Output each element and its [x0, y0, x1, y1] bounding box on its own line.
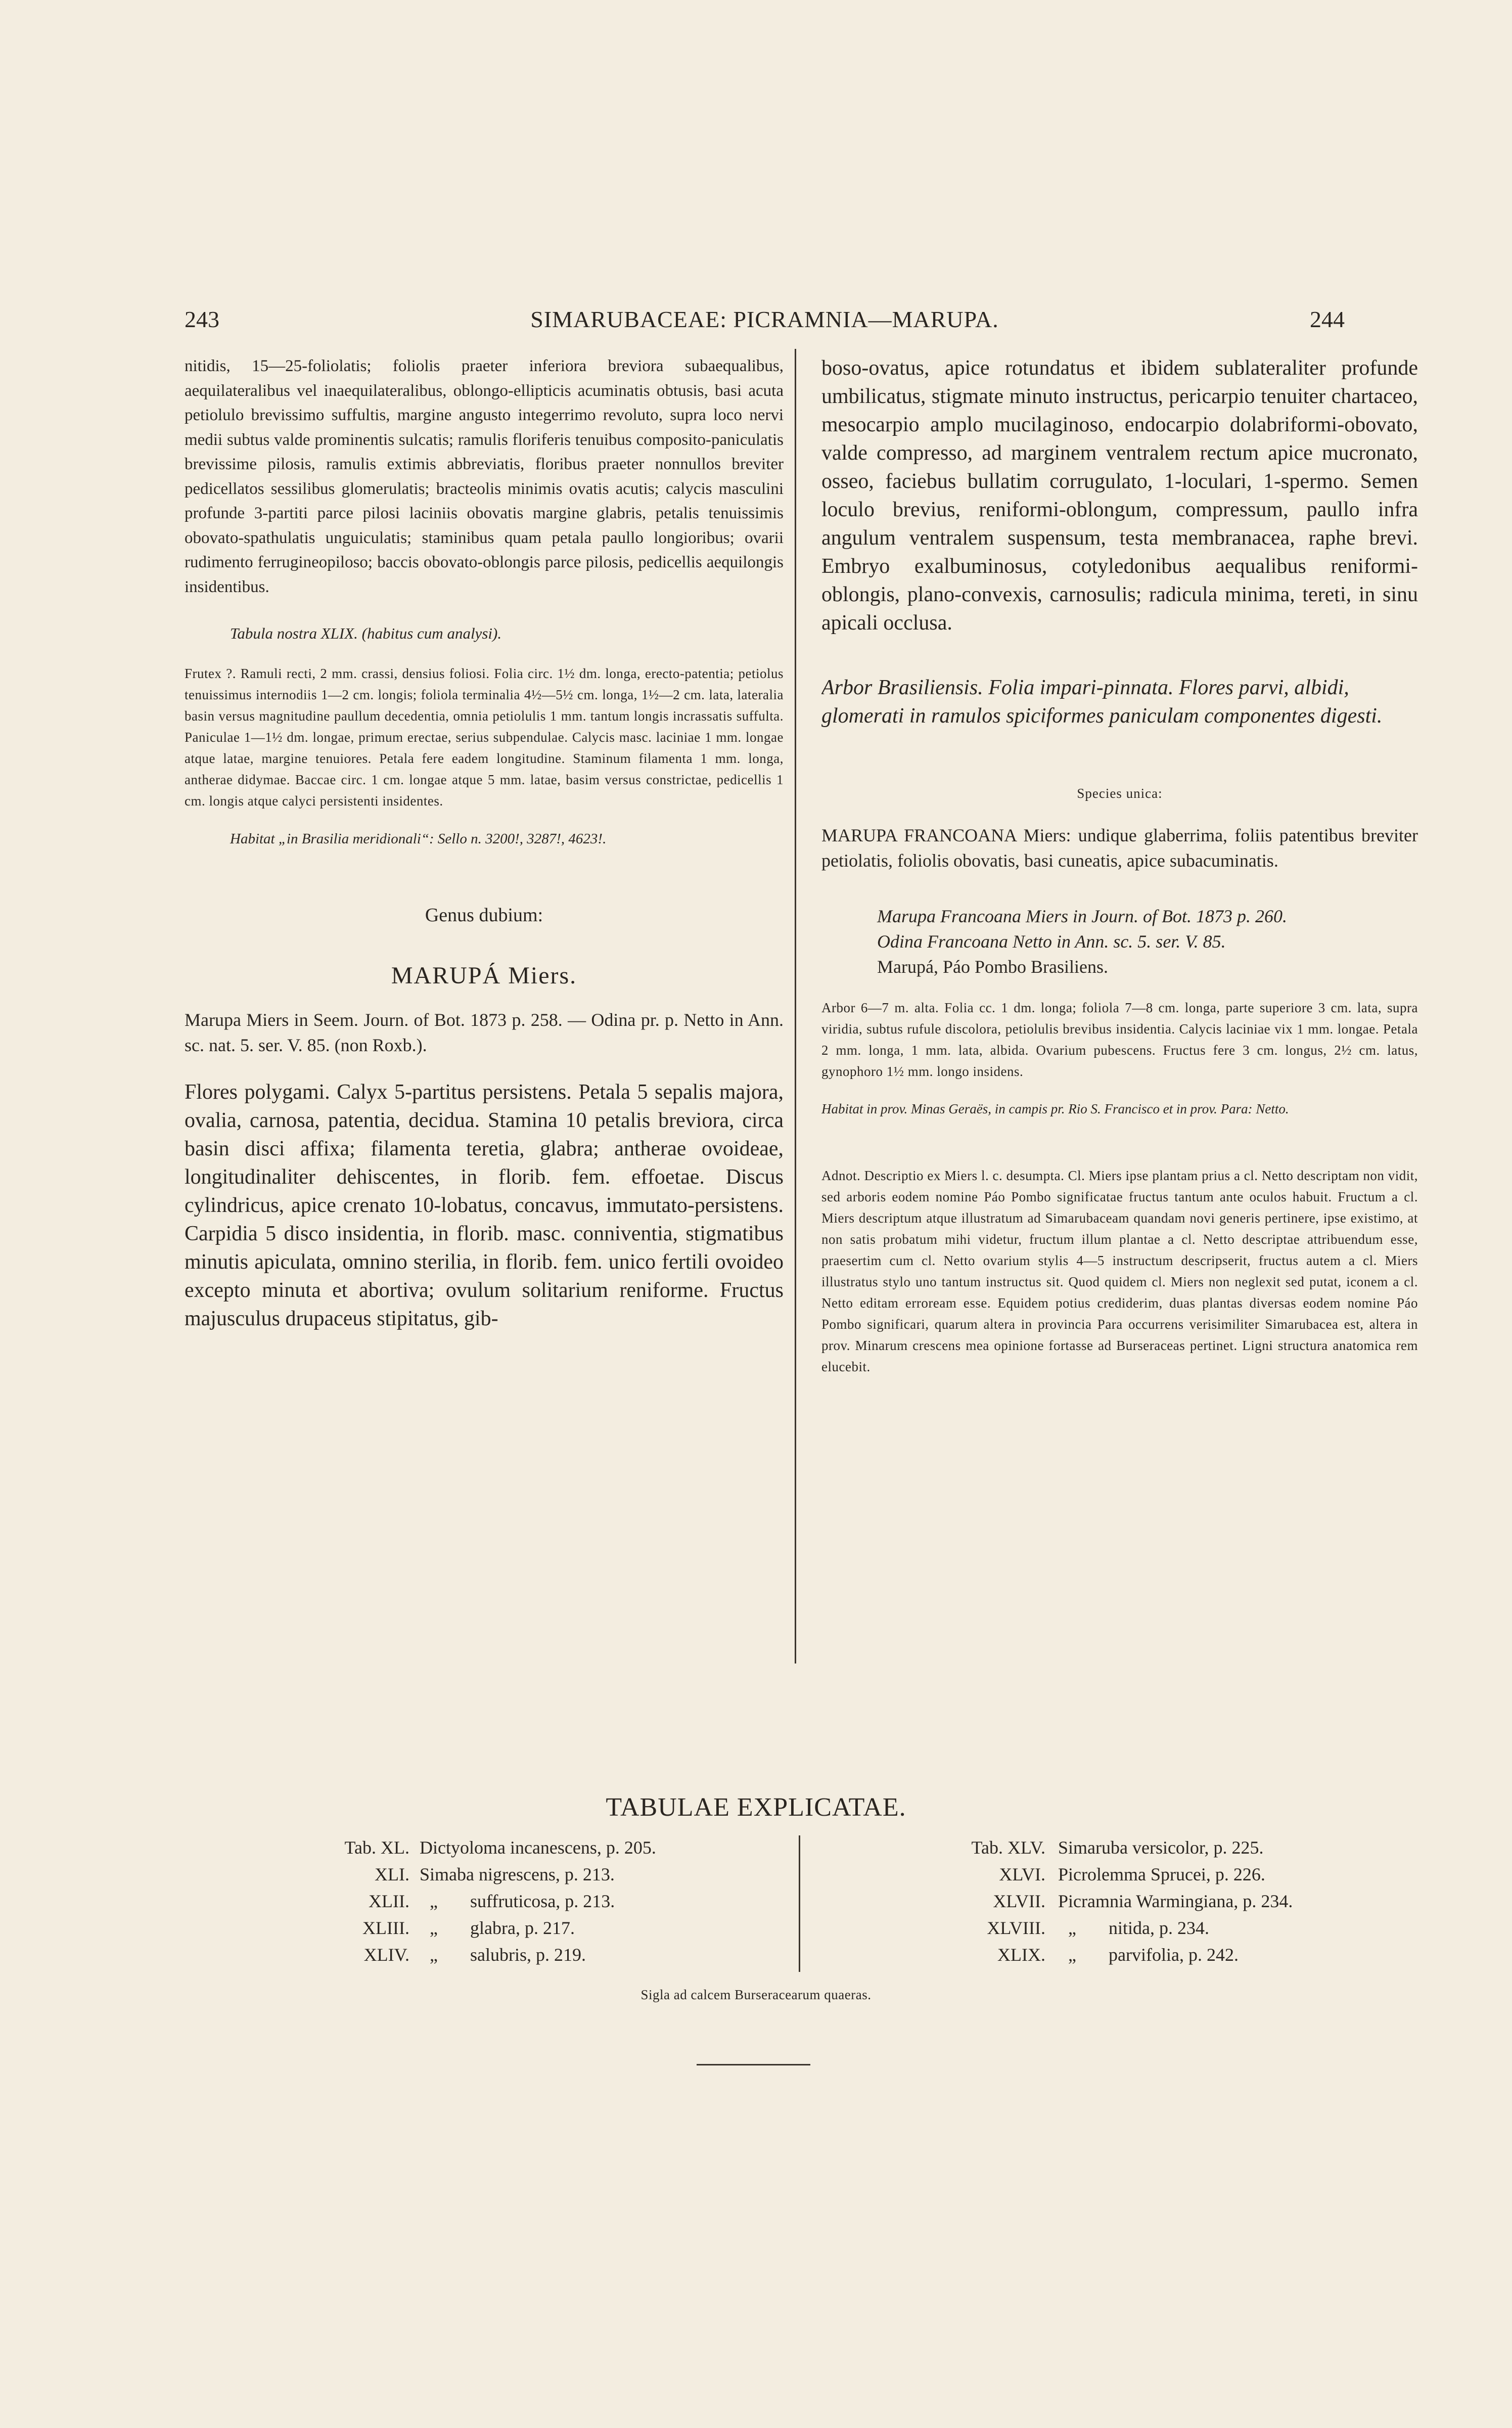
closing-rule [697, 2064, 810, 2065]
genus-name-heading: MARUPÁ Miers. [391, 962, 577, 989]
genus-synonymy: Marupa Miers in Seem. Journ. of Bot. 1873 p. 258. — Odina pr. p. Netto in Ann. sc. nat. 5. ser. V. 85. (non Roxb.). [185, 1010, 784, 1055]
genus-description: Flores polygami. Calyx 5-partitus persistens. Petala 5 sepalis majora, ovalia, carnosa, patentia, decidua. Stamina 10 petalis breviora, circa basin disci affixa; filamenta teretia, glabra; antherae ovoideae, longitudinaliter dehiscentes, in florib. fem. effoetae. Discus cylindricus, apice crenato 10-lobatus, concavus, immutato-persistens. Carpidia 5 disco insidentia, in florib. masc. conniventia, stigmatibus minutis apiculata, omnino sterilia, in florib. fem. unico fertili ovoideo excepto minuta et abortiva; ovulum solitarium reniforme. Fructus majusculus drupaceus stipitatus, gib- [185, 1081, 784, 1330]
right-column [821, 354, 1418, 1377]
tabula-text: parvifolia, p. 242. [1109, 1945, 1239, 1965]
tabulae-list-right [823, 1834, 1419, 1968]
tabula-text: salubris, p. 219. [470, 1945, 586, 1965]
ditto-mark: „ [1068, 1918, 1076, 1938]
species-diagnosis: MARUPA FRANCOANA Miers: undique glaberrima, foliis patentibus breviter petiolatis, foliolis obovatis, basi cuneatis, apice subacuminatis. [821, 825, 1418, 871]
column-divider [795, 349, 796, 1663]
tabulae-divider [799, 1835, 800, 1972]
tabula-row [185, 1861, 784, 1888]
tabula-number: XLI. [375, 1864, 409, 1884]
tabulae-heading: TABULAE EXPLICATAE. [606, 1793, 906, 1822]
ditto-mark: „ [430, 1945, 438, 1965]
tabula-number: XLVI. [999, 1864, 1045, 1884]
reference-line: Odina Francoana Netto in Ann. sc. 5. ser. V. 85. [877, 931, 1226, 952]
tabula-number: XLVIII. [987, 1918, 1045, 1938]
tabula-text: Picramnia Warmingiana, p. 234. [1058, 1891, 1293, 1911]
habitat-note: Habitat „in Brasilia meridionali“: Sello n. 3200!, 3287!, 4623!. [230, 831, 607, 847]
tabula-text: Picrolemma Sprucei, p. 226. [1058, 1864, 1265, 1884]
habitat-note-right: Habitat in prov. Minas Geraës, in campis pr. Rio S. Francisco et in prov. Para: Netto. [821, 1101, 1289, 1116]
tabula-row [823, 1834, 1419, 1861]
plate-caption: Tabula nostra XLIX. (habitus cum analysi). [230, 624, 502, 642]
running-title: SIMARUBACEAE: PICRAMNIA—MARUPA. [530, 306, 999, 332]
fruit-description: boso-ovatus, apice rotundatus et ibidem sublateraliter profunde umbilicatus, stigmate minuto instructus, pericarpio tenuiter chartaceo, mesocarpio amplo mucilaginoso, endocarpio dolabriformi-obovato, valde compresso, ad marginem ventralem rectum apice mucronato, osseo, faciebus bullatim corrugulato, 1-loculari, 1-spermo. Semen loculo brevius, reniformi-oblongum, compressum, paullo infra angulum ventralem suspensum, testa membranacea, raphe brevi. Embryo exalbuminosus, cotyledonibus aequalibus reniformi-oblongis, plano-convexis, carnosulis; radicula minima, tereti, in sinu apicali occlusa. [821, 356, 1418, 635]
left-column [185, 354, 784, 1333]
tabula-number: Tab. XL. [344, 1837, 409, 1858]
species-unica-heading: Species unica: [1077, 786, 1163, 801]
tabula-text: Simaruba versicolor, p. 225. [1058, 1837, 1264, 1858]
page-number-right: 244 [1310, 306, 1345, 332]
tabula-number: Tab. XLV. [971, 1837, 1045, 1858]
tabula-number: XLII. [369, 1891, 409, 1911]
tabula-number: XLVII. [993, 1891, 1045, 1911]
tabula-number: XLIX. [997, 1945, 1045, 1965]
reference-line: Marupá, Páo Pombo Brasiliens. [877, 957, 1108, 977]
tabula-text: suffruticosa, p. 213. [470, 1891, 615, 1911]
tabula-row [823, 1888, 1419, 1915]
species-references [821, 904, 1418, 979]
arbor-summary: Arbor Brasiliensis. Folia impari-pinnata. Flores parvi, albidi, glomerati in ramulos spiciformes paniculam componentes digesti. [821, 676, 1383, 728]
tabula-row [185, 1834, 784, 1861]
tabula-number: XLIV. [363, 1945, 409, 1965]
ditto-mark: „ [430, 1918, 438, 1938]
page-header [185, 306, 1345, 331]
frutex-description: Frutex ?. Ramuli recti, 2 mm. crassi, densius foliosi. Folia circ. 1½ dm. longa, erecto-patentia; petiolus tenuissimus internodiis 1—2 cm. longis; foliola terminalia 4½—5½ cm. longa, 1½—2 cm. lata, lateralia basin versus magnitudine paullum decedentia, omnia petiolulis 1 mm. tantum longis incrassatis suffulta. Paniculae 1—1½ dm. longae, primum erectae, serius subpendulae. Calycis masc. laciniae 1 mm. longae atque latae, margine tenuiores. Petala fere eadem longitudine. Staminum filamenta 1 mm. longa, antherae didymae. Baccae circ. 1 cm. longae atque 5 mm. latae, basim versus constrictae, pedicellis 1 cm. longis atque calyci persistenti insidentes. [185, 666, 784, 808]
ditto-mark: „ [430, 1891, 438, 1911]
sigla-note: Sigla ad calcem Burseracearum quaeras. [640, 1987, 872, 2002]
tabula-row [823, 1942, 1419, 1968]
reference-line: Marupa Francoana Miers in Journ. of Bot. 1873 p. 260. [877, 906, 1287, 926]
tabula-text: glabra, p. 217. [470, 1918, 575, 1938]
adnotatio: Adnot. Descriptio ex Miers l. c. desumpta. Cl. Miers ipse plantam prius a cl. Netto descriptam non vidit, sed arboris eodem nomine Páo Pombo significatae fructus tantum ante oculos habuit. Fructum a cl. Miers descriptum atque illustratum ad Simarubaceam quandam novi generis pertinere, ipse existimo, at non satis probatum mihi videtur, fructum illum plantae a cl. Netto descriptae attribuendum esse, praesertim cum cl. Netto ovarium stylis 4—5 instructum descripserit, fructus autem a cl. Miers illustratus stylo uno tantum instructus sit. Quod quidem cl. Miers non neglexit sed putat, iconem a cl. Netto editam erroream esse. Equidem potius crediderim, duas plantas diversas eodem nomine Páo Pombo significari, quarum altera in provincia Para occurrens verisimiliter Simarubacea est, altera in prov. Minarum crescens mea opinione fortasse ad Burseraceas pertinet. Ligni structura anatomica rem elucebit. [821, 1168, 1418, 1374]
arbor-detail: Arbor 6—7 m. alta. Folia cc. 1 dm. longa; foliola 7—8 cm. longa, parte superiore 3 cm. lata, supra viridia, subtus rufule discolora, petiolulis brevibus insidentia. Calycis laciniae vix 1 mm. longae. Petala 2 mm. longa, 1 mm. lata, albida. Ovarium pubescens. Fructus fere 3 cm. longus, 2½ cm. latus, gynophoro 1½ mm. longo insidens. [821, 1000, 1418, 1079]
genus-dubium-heading: Genus dubium: [425, 905, 543, 926]
tabula-row [185, 1888, 784, 1915]
tabula-row [823, 1861, 1419, 1888]
tabula-number: XLIII. [362, 1918, 409, 1938]
page-number-left: 243 [185, 306, 219, 332]
tabula-text: nitida, p. 234. [1109, 1918, 1209, 1938]
tabula-row [823, 1915, 1419, 1942]
tabula-text: Dictyoloma incanescens, p. 205. [420, 1837, 656, 1858]
ditto-mark: „ [1068, 1945, 1076, 1965]
tabula-row [185, 1915, 784, 1942]
tabulae-list-left [185, 1834, 784, 1968]
tabula-text: Simaba nigrescens, p. 213. [420, 1864, 615, 1884]
species-description: nitidis, 15—25-foliolatis; foliolis praeter inferiora breviora subaequalibus, aequilateralibus vel inaequilateralibus, oblongo-ellipticis acuminatis obtusis, basi acuta petiolulo brevissimo suffultis, margine angusto integerrimo revoluto, supra loco nervi medii subtus valde prominentis sulcatis; ramulis floriferis tenuibus composito-paniculatis brevissime pilosis, ramulis extimis abbreviatis, floribus praeter nonnullos breviter pedicellatos sessilibus glomerulatis; bracteolis minimis ovatis acutis; calycis masculini profunde 3-partiti parce pilosi laciniis obovatis margine glabris, petalis tenuissimis obovato-spathulatis unguiculatis; staminibus quam petala paullo longioribus; ovarii rudimento ferrugineopiloso; baccis obovato-oblongis parce pilosis, pedicellis aequilongis insidentibus. [185, 357, 784, 596]
tabula-row [185, 1942, 784, 1968]
